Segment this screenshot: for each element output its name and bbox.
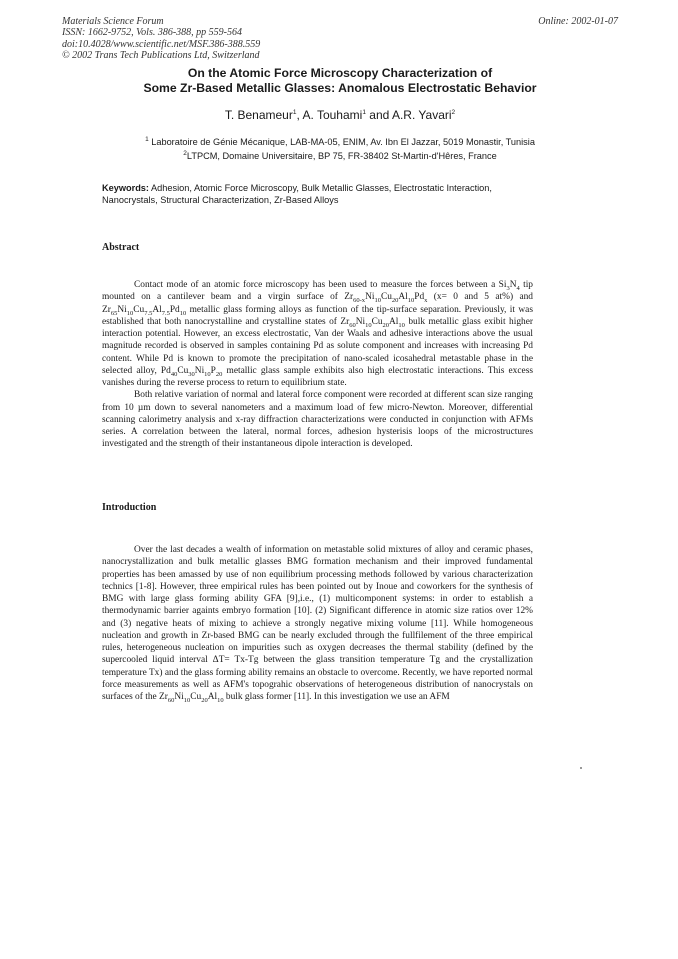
text-run: Ni bbox=[174, 692, 184, 702]
text-run: tip mounted on a cantilever beam and a virgin surface of Zr bbox=[102, 280, 533, 303]
text-run: Ni bbox=[117, 304, 127, 315]
text-run: Al bbox=[152, 304, 162, 315]
abstract-paragraph-2: Both relative variation of normal and lateral force component were recorded at different scan size ranging from 10 µm down to several nanometers and a maximum load of few micro-Newton. Moreover, differential scanning calorimetry analysis and x-ray diffraction characterizations were conducted in conjunction with AFMs series. A correlation between the lateral, normal forces, adhesion hysterisis loops of the microstructures investigated and the strength of their instantaneous dipole interaction is developed. bbox=[102, 390, 533, 450]
journal-header bbox=[62, 16, 618, 62]
subscript: 10 bbox=[204, 370, 211, 378]
author-name: A. Touhami bbox=[302, 108, 363, 122]
subscript: 10 bbox=[126, 309, 134, 317]
text-run: Cu bbox=[177, 365, 189, 376]
keywords-text: Adhesion, Atomic Force Microscopy, Bulk Metallic Glasses, Electrostatic Interaction, Nanocrystals, Structural Characterization, Zr-Based Alloys bbox=[102, 183, 492, 205]
doi-line[interactable]: doi:10.4028/www.scientific.net/MSF.386-388.559 bbox=[62, 38, 261, 50]
author-separator: , bbox=[296, 108, 303, 122]
text-run: bulk glass former [11]. In this investigation we use an AFM bbox=[223, 692, 450, 702]
author-list bbox=[62, 108, 618, 122]
text-run: Al bbox=[398, 292, 408, 303]
subscript: 60 bbox=[349, 321, 356, 329]
text-run: Ni bbox=[355, 316, 366, 327]
text-run: (x= 0 and 5 at%) and Zr bbox=[102, 292, 533, 315]
subscript: 40 bbox=[170, 370, 178, 378]
issn-line: ISSN: 1662-9752, Vols. 386-388, pp 559-564 bbox=[62, 27, 242, 39]
affiliation-1 bbox=[62, 137, 618, 147]
subscript: 10 bbox=[365, 321, 372, 329]
subscript: 7.5 bbox=[161, 309, 170, 317]
copyright-line: © 2002 Trans Tech Publications Ltd, Switzerland bbox=[62, 50, 260, 62]
author-separator: and bbox=[365, 108, 392, 122]
subscript: 10 bbox=[179, 309, 187, 317]
subscript: 20 bbox=[215, 370, 223, 378]
introduction-paragraph-1 bbox=[102, 544, 533, 703]
text-run: Contact mode of an atomic force microscopy has been used to measure the forces between a Si bbox=[134, 280, 507, 290]
affiliation-2 bbox=[62, 151, 618, 161]
author-name: T. Benameur bbox=[224, 108, 293, 122]
text-run: bulk metallic glass exibit higher interaction potential. However, an excess electrostatic, Van der Waals and adhesive interactions above the usual magnitude recorded is observed in samples containing Pd as solute component and increases with increasing Pd content. While Pd is known to promote the precipitation of nano-scaled icosahedral metastable phase in the selected alloy, Pd bbox=[102, 316, 533, 376]
author-affil-mark: 1 bbox=[362, 109, 366, 116]
subscript: 7.5 bbox=[144, 309, 153, 317]
subscript: 20 bbox=[201, 696, 208, 704]
text-run: Pd bbox=[414, 292, 425, 303]
subscript: 10 bbox=[407, 297, 415, 305]
journal-name: Materials Science Forum bbox=[62, 16, 164, 27]
author-name: A.R. Yavari bbox=[391, 108, 452, 122]
abstract-paragraph-1 bbox=[102, 279, 533, 389]
title-line-1: On the Atomic Force Microscopy Characterization of bbox=[187, 66, 493, 80]
text-run: Cu bbox=[371, 316, 383, 327]
text-run: Cu bbox=[133, 304, 145, 315]
affiliation-text: LTPCM, Domaine Universitaire, BP 75, FR-38402 St-Martin-d'Hêres, France bbox=[186, 151, 497, 161]
text-run: Al bbox=[207, 692, 218, 702]
text-run: Al bbox=[389, 316, 399, 327]
text-run: P bbox=[210, 365, 216, 376]
text-run: Ni bbox=[194, 365, 205, 376]
text-run: Cu bbox=[380, 292, 392, 303]
page-speck bbox=[580, 767, 582, 769]
author-affil-mark: 1 bbox=[292, 109, 297, 116]
abstract-heading: Abstract bbox=[102, 242, 140, 253]
subscript: 3 bbox=[506, 284, 510, 292]
text-run: Pd bbox=[169, 304, 180, 315]
subscript: 10 bbox=[398, 321, 405, 329]
subscript: 65 bbox=[110, 309, 118, 317]
text-run: metallic glass sample exhibits also high electrostatic interactions. This excess vanishes during the reverse process to return to equilibrium state. bbox=[102, 365, 533, 388]
subscript: 10 bbox=[183, 696, 191, 704]
introduction-heading: Introduction bbox=[102, 502, 157, 513]
subscript: 30 bbox=[188, 370, 195, 378]
title-line-2: Some Zr-Based Metallic Glasses: Anomalous Electrostatic Behavior bbox=[143, 80, 537, 95]
text-run: metallic glass forming alloys as function of the tip-surface separation. Previously, it was established that both nanocrystalline and crystalline states of Zr bbox=[102, 304, 533, 327]
subscript: 4 bbox=[516, 284, 520, 292]
affiliation-mark: 2 bbox=[183, 149, 187, 157]
affiliation-mark: 1 bbox=[145, 135, 149, 143]
affiliation-text: Laboratoire de Génie Mécanique, LAB-MA-05, ENIM, Av. Ibn El Jazzar, 5019 Monastir, Tunisia bbox=[148, 137, 535, 147]
text-run: Over the last decades a wealth of information on metastable solid mixtures of alloy and ceramic phases, nanocrystallization and bulk metallic glasses BMG formation mechanism and their improved fundamental properties has been amassed by use of non equilibrium processing methods followed by various characterization technics [1-8]. However, three empirical rules has been pointed out by Inoue and coworkers for the synthesis of BMG with large glass forming ability GFA [9],i.e., (1) multicomponent systems: in order to establish a thermodynamic barrier againts embryo formation [10]. (2) Significant difference in atomic size ratios over 12% and (3) negative heats of mixing to achieve a strongly negative mixing volume [11]. While homogeneous nucleation and growth in Zr-based BMG can be nearly excluded through the fullfilement of the three empirical rules, heterogeneous nucleation on impurities such as oxygen decreases the thermal stability (defined by the supercooled liquid interval ΔT= Tx-Tg between the glass transition temperature Tg and the crystallization temperature Tx) and the glass forming ability remains an obstacle to overcome. Recently, we have reported normal force measurements as well as AFM's topograhic observations of heterogeneous distribution of nanocrystals on surfaces of the Zr bbox=[102, 545, 533, 702]
subscript: 20 bbox=[382, 321, 390, 329]
subscript: 60-x bbox=[353, 297, 366, 305]
subscript: 60 bbox=[167, 696, 175, 704]
keywords-block bbox=[102, 183, 542, 207]
author-affil-mark: 2 bbox=[451, 109, 456, 116]
introduction-body bbox=[102, 544, 533, 703]
text-run: N bbox=[509, 280, 517, 290]
subscript: 20 bbox=[391, 297, 399, 305]
text-run: Ni bbox=[365, 292, 375, 303]
paper-title bbox=[62, 66, 618, 95]
subscript: x bbox=[424, 297, 428, 305]
online-date: Online: 2002-01-07 bbox=[538, 16, 618, 27]
abstract-body bbox=[102, 279, 533, 451]
keywords-label: Keywords: bbox=[102, 183, 149, 193]
text-run: Cu bbox=[190, 692, 202, 702]
subscript: 10 bbox=[374, 297, 381, 305]
subscript: 10 bbox=[217, 696, 224, 704]
